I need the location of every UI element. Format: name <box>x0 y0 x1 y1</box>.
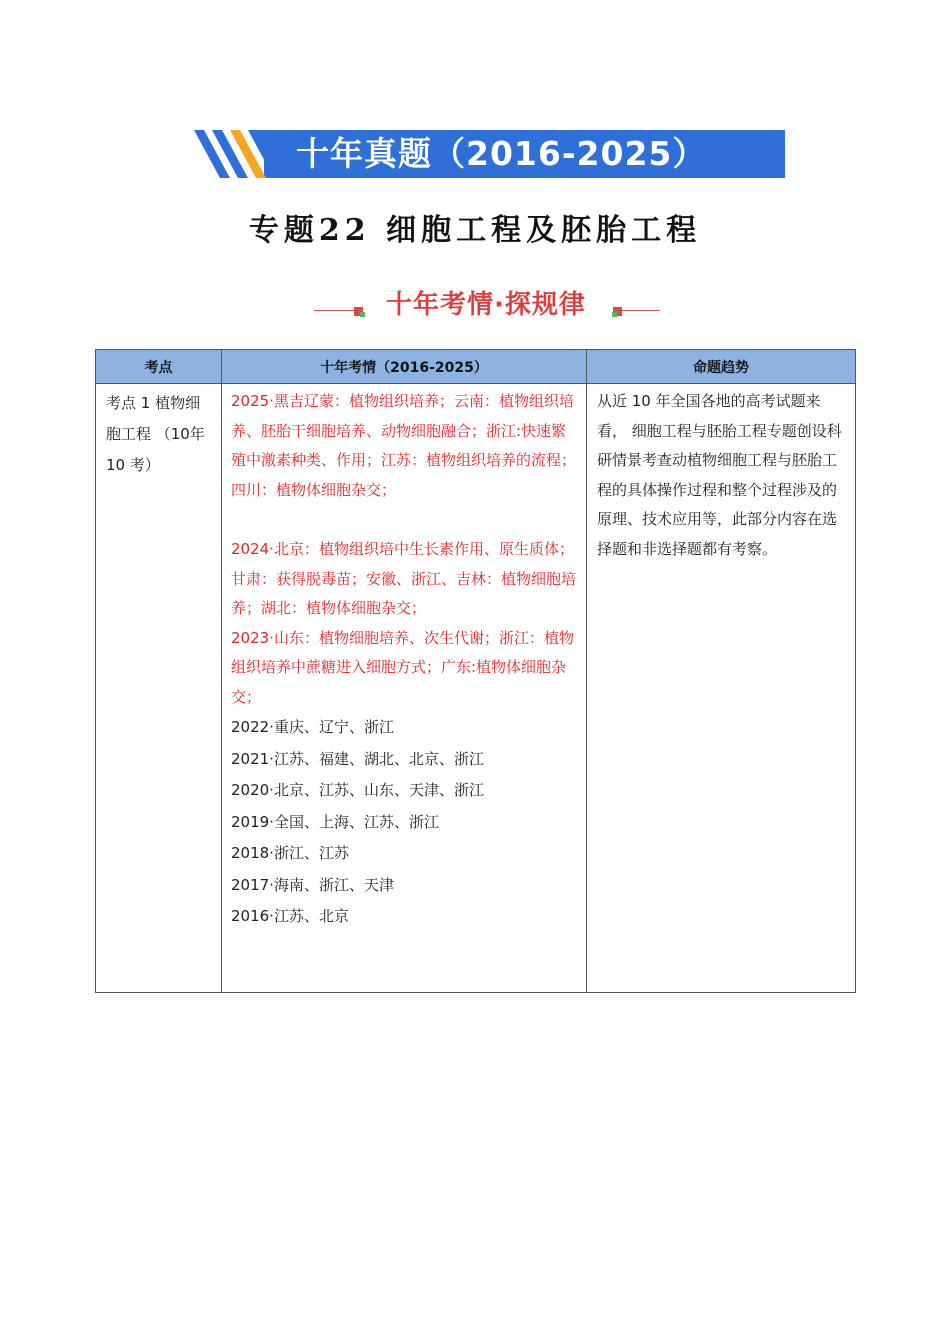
banner-title: 十年真题（2016-2025） <box>296 134 707 173</box>
history-2018: 2018·浙江、江苏 <box>231 844 349 862</box>
header-trend: 命题趋势 <box>587 350 856 384</box>
spacer <box>231 505 577 535</box>
history-2023: 2023·山东：植物细胞培养、次生代谢；浙江：植物组织培养中蔗糖进入细胞方式；广东:植物体细胞杂交； <box>231 628 574 706</box>
document-title: 专题22 细胞工程及胚胎工程 <box>248 213 702 248</box>
header-history: 十年考情（2016-2025） <box>222 350 587 384</box>
history-2017: 2017·海南、浙江、天津 <box>231 875 394 894</box>
banner <box>186 130 785 178</box>
history-cell <box>222 384 587 993</box>
table-header-row <box>96 350 856 384</box>
topic-cell <box>96 384 222 993</box>
section-heading-text: 十年考情·探规律 <box>386 290 586 320</box>
trend-cell <box>587 384 856 993</box>
table-row <box>96 384 856 993</box>
history-2022: 2022·重庆、辽宁、浙江 <box>231 718 394 736</box>
history-2019: 2019·全国、上海、江苏、浙江 <box>231 812 439 831</box>
history-2025: 2025·黑吉辽蒙：植物组织培养；云南：植物组织培养、胚胎干细胞培养、动物细胞融合；浙江:快速繁殖中激素种类、作用；江苏：植物组织培养的流程；四川：植物体细胞杂交； <box>231 392 577 499</box>
header-topic: 考点 <box>96 350 222 384</box>
history-2021: 2021·江苏、福建、湖北、北京、浙江 <box>231 749 484 768</box>
section-heading <box>310 282 662 322</box>
topic-text: 考点 1 植物细胞工程 （10年 10 考） <box>106 394 205 474</box>
exam-table <box>95 349 856 993</box>
banner-stripes-icon <box>186 130 286 178</box>
history-2020: 2020·北京、江苏、山东、天津、浙江 <box>231 781 484 799</box>
history-2016: 2016·江苏、北京 <box>231 907 349 925</box>
history-2024: 2024·北京：植物组织培中生长素作用、原生质体；甘肃：获得脱毒苗；安徽、浙江、吉林：植物细胞培养；湖北：植物体细胞杂交； <box>231 540 577 617</box>
trend-text: 从近 10 年全国各地的高考试题来看， 细胞工程与胚胎工程专题创设科研情景考查动植物细胞工程与胚胎工程的具体操作过程和整个过程涉及的原理、技术应用等，此部分内容在选择题和非选择题都有考察。 <box>597 392 842 558</box>
